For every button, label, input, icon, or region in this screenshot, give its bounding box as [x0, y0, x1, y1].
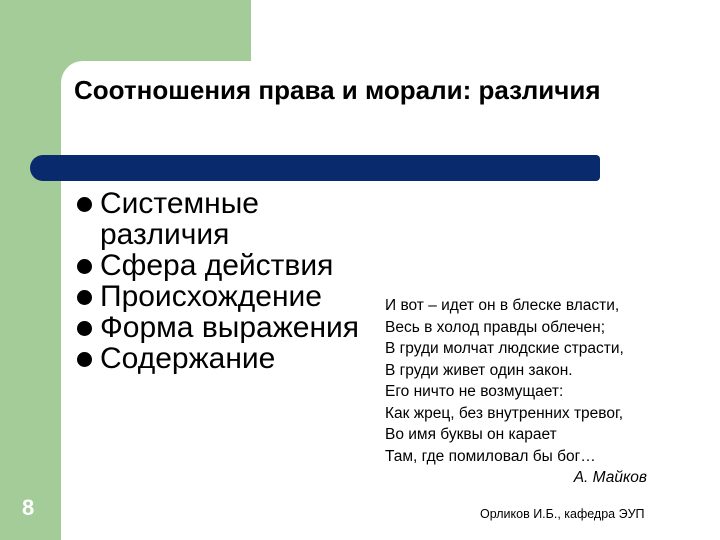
poem-line: В груди живет один закон. [385, 361, 573, 379]
bullet-dot-icon [77, 197, 92, 212]
page-number: 8 [22, 495, 35, 520]
bullet-item [74, 343, 364, 374]
bullet-dot-icon [77, 321, 92, 336]
decorative-green-strip [0, 160, 61, 540]
poem-line: Там, где помиловал бы бог… [385, 447, 596, 465]
bullet-dot-icon [77, 352, 92, 367]
poem-line: Во имя буквы он карает [385, 426, 557, 443]
bullet-dot-icon [77, 259, 92, 274]
bullet-item [74, 281, 364, 312]
footer-credit: Орликов И.Б., кафедра ЭУП [480, 507, 645, 521]
title-divider-bar [30, 155, 600, 181]
bullet-text: Форма выражения [100, 311, 360, 344]
poem-line: И вот – идет он в блеске власти, [385, 297, 620, 314]
poem-line: Как жрец, без внутренних тревог, [385, 404, 624, 422]
poem-author: А. Майков [573, 469, 647, 486]
poem-line: Весь в холод правды облечен; [385, 318, 606, 336]
poem-quote [385, 295, 675, 489]
bullet-text: Содержание [100, 342, 276, 375]
bullet-text: Системные различия [100, 187, 259, 251]
bullet-dot-icon [77, 290, 92, 305]
poem-line: В груди молчат людские страсти, [385, 340, 624, 357]
bullet-item [74, 250, 364, 281]
bullet-text: Происхождение [100, 280, 322, 313]
bullet-item [74, 188, 364, 250]
bullet-item [74, 312, 364, 343]
bullet-text: Сфера действия [100, 249, 334, 282]
poem-line: Его ничто не возмущает: [385, 383, 564, 400]
bullet-list [74, 188, 364, 374]
slide-title: Соотношения права и морали: различия [74, 75, 601, 105]
